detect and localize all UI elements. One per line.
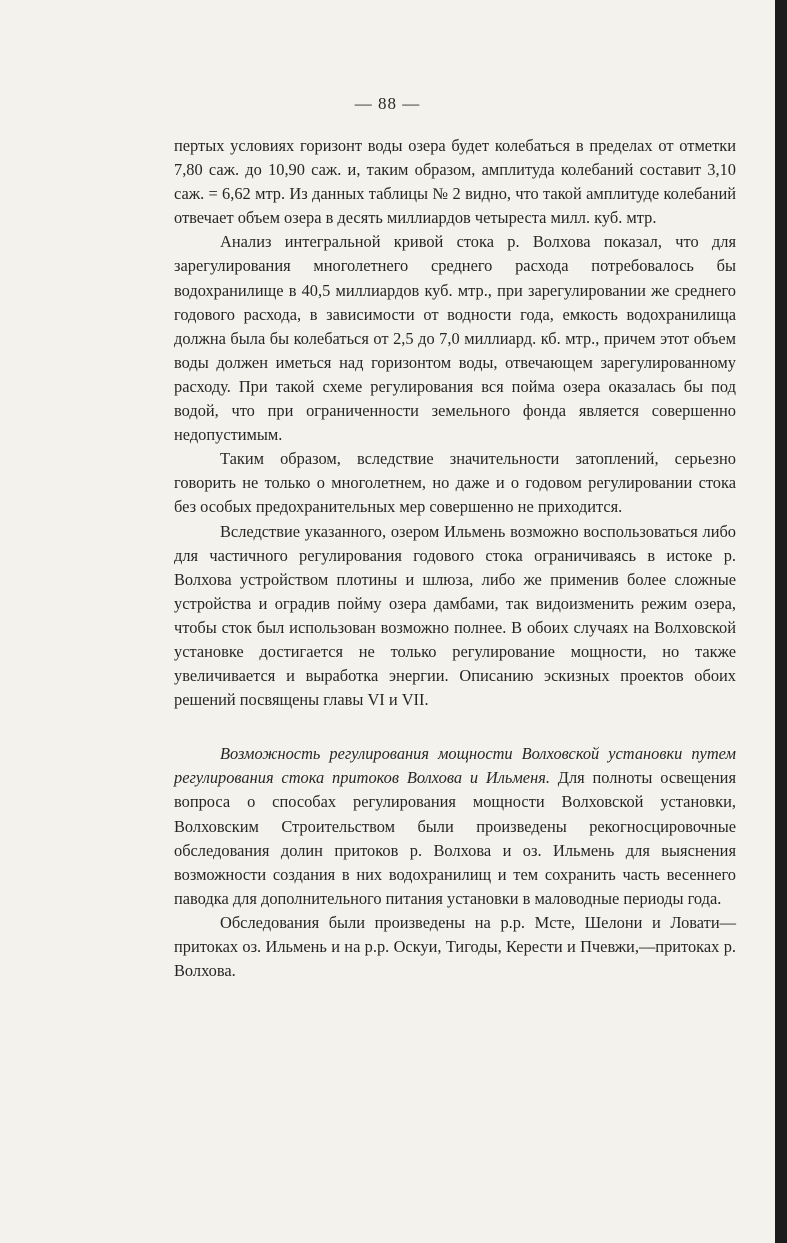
scan-edge bbox=[775, 0, 787, 1243]
paragraph-tributaries-text: Для полноты освещения вопроса о способах регулирования мощности Волховской установки, Волховским Строительством были произведены рекогносцировочные обследования долин притоков р. Волхова и оз. Ильмень для выяснения возможности создания в них водохранилищ и тем сохранить часть весеннего паводка для дополнительного питания установки в маловодные периоды года. bbox=[174, 768, 736, 908]
paragraph-surveys: Обследования были произведены на р.р. Мсте, Шелони и Ловати—притоках оз. Ильмень и на р.р. Оскуи, Тигоды, Керести и Пчевжи,—притоках р. Волхова. bbox=[174, 912, 736, 981]
section-lead-italic: Возможность регулирования мощности Волховской установки путем регулирования стока притоков Волхова и Ильменя. bbox=[174, 744, 736, 788]
paragraph-tributaries-regulation bbox=[174, 742, 736, 911]
page-number: — 88 — bbox=[354, 94, 421, 113]
paragraph-continuation: пертых условиях горизонт воды озера будет колебаться в пределах от отметки 7,80 саж. до 10,90 саж. и, таким образом, амплитуда колебаний составит 3,10 саж. = 6,62 мтр. Из данных таблицы № 2 видно, что такой амплитуде колебаний отвечает объем озера в десять миллиардов четыреста милл. куб. мтр. bbox=[174, 136, 736, 228]
text-body bbox=[174, 134, 736, 983]
paragraph-integral-curve-analysis: Анализ интегральной кривой стока р. Волхова показал, что для зарегулирования многолетнего среднего расхода потребовалось бы водохранилище в 40,5 миллиардов куб. мтр., при зарегулировании же среднего годового расхода, в зависимости от водности года, емкость водохранилища должна была бы колебаться от 2,5 до 7,0 миллиард. кб. мтр., причем этот объем воды должен иметься над горизонтом воды, отвечающем зарегулированному расходу. При такой схеме регулирования вся пойма озера оказалась бы под водой, что при ограниченности земельного фонда является совершенно недопустимым. bbox=[174, 232, 736, 445]
paragraph-ilmen-regulation: Вследствие указанного, озером Ильмень возможно воспользоваться либо для частичного регулирования годового стока ограничиваясь в истоке р. Волхова устройством плотины и шлюза, либо же применив более сложные устройства и оградив пойму озера дамбами, так видоизменить режим озера, чтобы сток был использован возможно полнее. В обоих случаях на Волховской установке достигается не только регулирование мощности, но также увеличивается и выработка энергии. Описанию эскизных проектов обоих решений посвящены главы VI и VII. bbox=[174, 521, 736, 710]
paragraph-flooding-conclusion: Таким образом, вследствие значительности затоплений, серьезно говорить не только о многолетнем, но даже и о годовом регулировании стока без особых предохранительных мер совершенно не приходится. bbox=[174, 449, 736, 517]
